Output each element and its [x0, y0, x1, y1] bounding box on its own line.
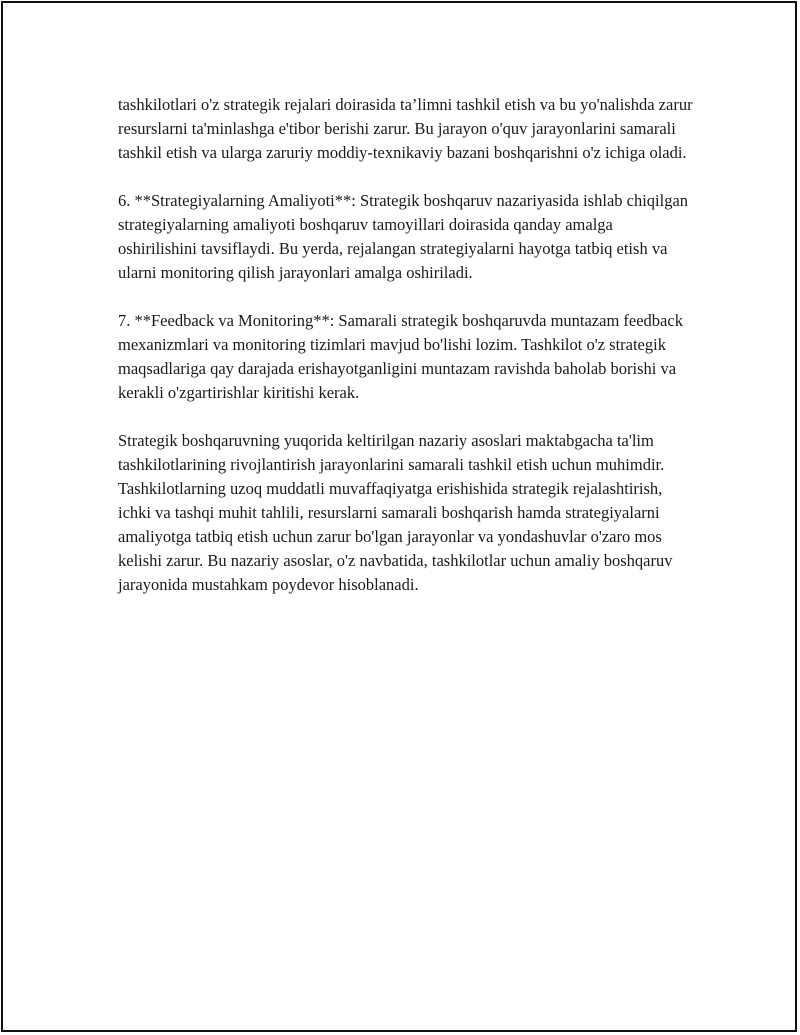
- paragraph-strategy-practice: 6. **Strategiyalarning Amaliyoti**: Strategik boshqaruv nazariyasida ishlab chiqilgan strategiyalarning amaliyoti boshqaruv tamoyillari doirasida qanday amalga oshirilishini tavsiflaydi. Bu yerda, rejalangan strategiyalarni hayotga tatbiq etish va ularni monitoring qilish jarayonlari amalga oshiriladi.: [118, 191, 689, 282]
- paragraph-conclusion: Strategik boshqaruvning yuqorida keltirilgan nazariy asoslari maktabgacha ta'lim tashkilotlarining rivojlantirish jarayonlarini samarali tashkil etish uchun muhimdir. Tashkilotlarning uzoq muddatli muvaffaqiyatga erishishida strategik rejalashtirish, ichki va tashqi muhit tahlili, resurslarni samarali boshqarish hamda strategiyalarni amaliyotga tatbiq etish uchun zarur bo'lgan jarayonlar va yondashuvlar o'zaro mos kelishi zarur. Bu nazariy asoslar, o'z navbatida, tashkilotlar uchun amaliy boshqaruv jarayonida mustahkam poydevor hisoblanadi.: [118, 431, 673, 594]
- paragraph-feedback-monitoring: 7. **Feedback va Monitoring**: Samarali strategik boshqaruvda muntazam feedback mexanizmlari va monitoring tizimlari mavjud bo'lishi lozim. Tashkilot o'z strategik maqsadlariga qay darajada erishayotganligini muntazam ravishda baholab borishi va kerakli o'zgartirishlar kiritishi kerak.: [118, 311, 683, 402]
- paragraph-intro-continuation: tashkilotlari o'z strategik rejalari doirasida ta’limni tashkil etish va bu yo'nalishda zarur resurslarni ta'minlashga e'tibor berishi zarur. Bu jarayon o'quv jarayonlarini samarali tashkil etish va ularga zaruriy moddiy-texnikaviy bazani boshqarishni o'z ichiga oladi.: [118, 95, 693, 162]
- document-body: [118, 93, 693, 621]
